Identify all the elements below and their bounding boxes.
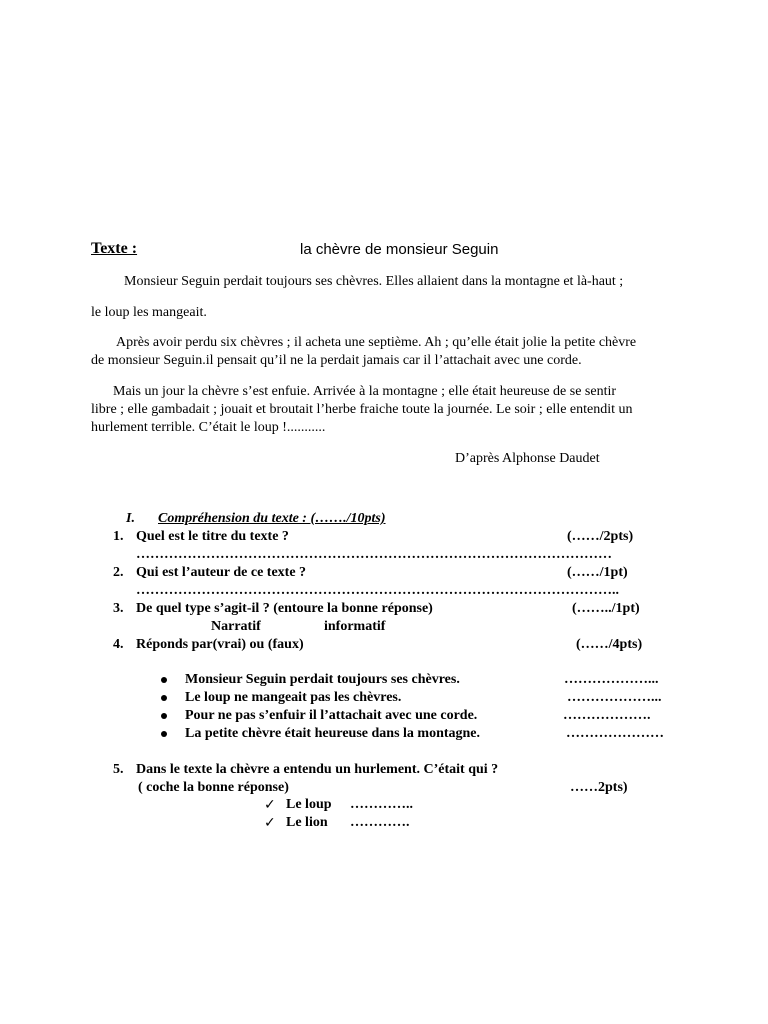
q4-points: (……/4pts) (576, 637, 643, 652)
paragraph-2-line-2: de monsieur Seguin.il pensait qu’il ne la perdait jamais car il l’attachait avec une corde. (91, 353, 582, 368)
q3-option-informatif[interactable]: informatif (324, 619, 386, 634)
q3-option-narratif[interactable]: Narratif (211, 619, 261, 634)
paragraph-1-line-1: Monsieur Seguin perdait toujours ses chèvres. Elles allaient dans la montagne et là-haut ; (124, 274, 624, 289)
check-icon[interactable]: ✓ (264, 815, 276, 831)
bullet-icon (161, 713, 167, 719)
section-number: I. (126, 511, 135, 526)
q4-number: 4. (113, 637, 124, 652)
check-icon[interactable]: ✓ (264, 797, 276, 813)
paragraph-2-line-1: Après avoir perdu six chèvres ; il acheta une septième. Ah ; qu’elle était jolie la petite chèvre (116, 335, 637, 350)
bullet-icon (161, 677, 167, 683)
q3-points: (……../1pt) (572, 601, 640, 616)
q5-points: ……2pts) (570, 780, 628, 795)
bullet-icon (161, 695, 167, 701)
q2-answer-line[interactable]: ………………………………………………………………………………………….. (136, 583, 619, 598)
q4-text: Réponds par(vrai) ou (faux) (136, 637, 304, 652)
q5-option-blank[interactable]: ………….. (350, 797, 413, 812)
q4-item-blank[interactable]: ………………... (567, 690, 662, 705)
text-label: Texte : (91, 240, 138, 257)
q2-number: 2. (113, 565, 124, 580)
q2-points: (……/1pt) (567, 565, 628, 580)
q5-text: Dans le texte la chèvre a entendu un hurlement. C’était qui ? (136, 762, 499, 777)
attribution: D’après Alphonse Daudet (455, 451, 600, 466)
q5-option-blank[interactable]: …………. (350, 815, 410, 830)
page-title: la chèvre de monsieur Seguin (300, 241, 499, 258)
q1-number: 1. (113, 529, 124, 544)
q1-text: Quel est le titre du texte ? (136, 529, 289, 544)
paragraph-3-line-3: hurlement terrible. C’était le loup !........... (91, 420, 326, 435)
q2-text: Qui est l’auteur de ce texte ? (136, 565, 307, 580)
section-title: Compréhension du texte : (……./10pts) (158, 511, 386, 526)
q4-item-blank[interactable]: ………………. (563, 708, 651, 723)
q4-item-blank[interactable]: ………………… (566, 726, 664, 741)
q4-item-text: La petite chèvre était heureuse dans la montagne. (185, 726, 481, 741)
q5-option-label: Le loup (286, 797, 332, 812)
paragraph-3-line-2: libre ; elle gambadait ; jouait et broutait l’herbe fraiche toute la journée. Le soir ; elle entendit un (91, 402, 633, 417)
paragraph-3-line-1: Mais un jour la chèvre s’est enfuie. Arrivée à la montagne ; elle était heureuse de se sentir (113, 384, 617, 399)
q5-option-label: Le lion (286, 815, 328, 830)
q3-text: De quel type s’agit-il ? (entoure la bonne réponse) (136, 601, 433, 616)
q1-answer-line[interactable]: ………………………………………………………………………………………… (136, 547, 612, 562)
paragraph-1-line-2: le loup les mangeait. (91, 305, 207, 320)
q4-item-text: Pour ne pas s’enfuir il l’attachait avec une corde. (185, 708, 478, 723)
q3-number: 3. (113, 601, 124, 616)
q4-item-text: Le loup ne mangeait pas les chèvres. (185, 690, 402, 705)
bullet-icon (161, 731, 167, 737)
q5-number: 5. (113, 762, 124, 777)
q5-subtext: ( coche la bonne réponse) (138, 780, 289, 795)
q4-item-blank[interactable]: ………………... (564, 672, 659, 687)
q4-item-text: Monsieur Seguin perdait toujours ses chèvres. (185, 672, 460, 687)
q1-points: (……/2pts) (567, 529, 634, 544)
